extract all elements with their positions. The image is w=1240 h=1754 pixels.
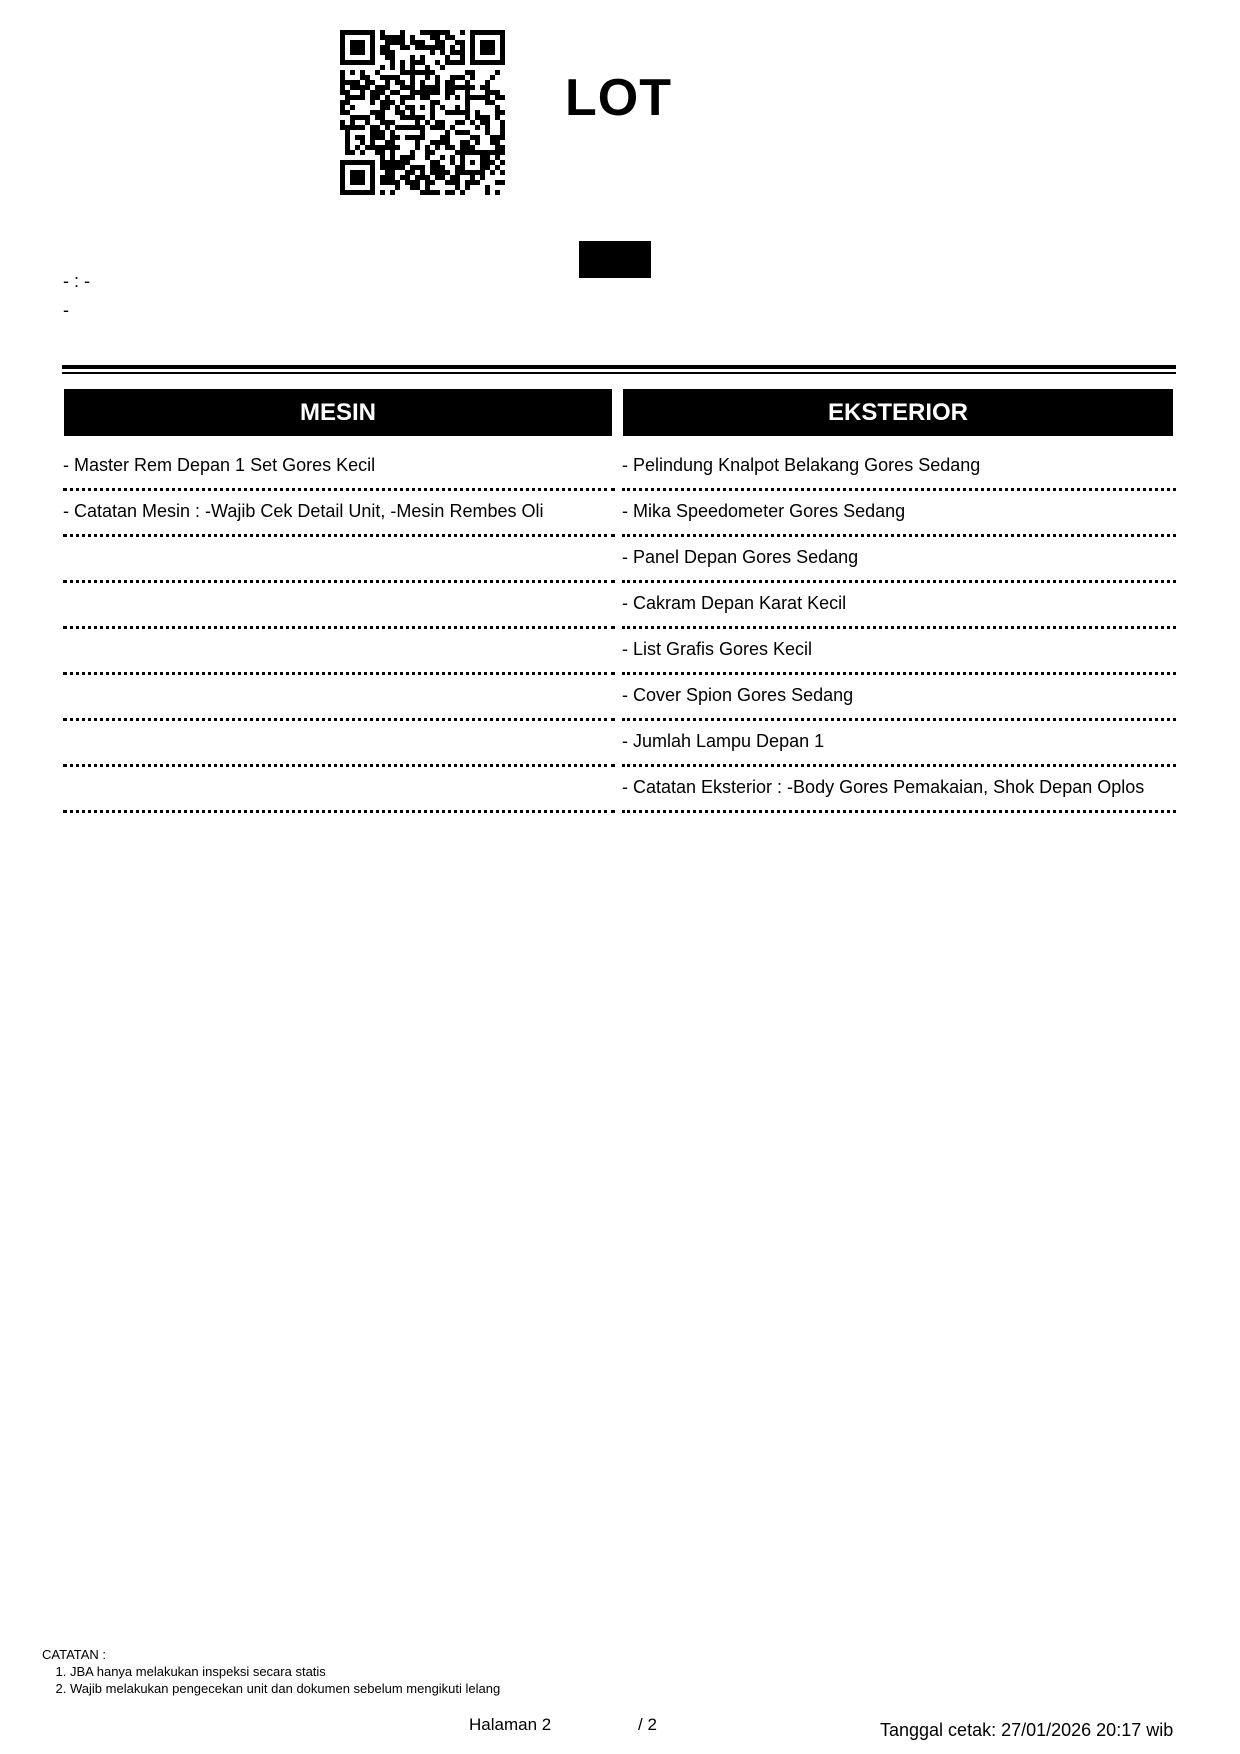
- mesin-row: [63, 767, 615, 813]
- meta-line: - : -: [63, 271, 90, 291]
- meta-line: -: [63, 300, 69, 320]
- mesin-row: - Catatan Mesin : -Wajib Cek Detail Unit, -Mesin Rembes Oli: [63, 491, 615, 537]
- mesin-heading: MESIN: [64, 389, 612, 436]
- mesin-row: [63, 629, 615, 675]
- mesin-section: [63, 389, 615, 813]
- note-item: 1. JBA hanya melakukan inspeksi secara statis: [70, 1663, 500, 1680]
- page-total: / 2: [638, 1715, 657, 1734]
- eksterior-row: - Mika Speedometer Gores Sedang: [622, 491, 1176, 537]
- mesin-row: - Master Rem Depan 1 Set Gores Kecil: [63, 445, 615, 491]
- eksterior-row: - Pelindung Knalpot Belakang Gores Sedang: [622, 445, 1176, 491]
- qr-code-icon: [340, 30, 505, 195]
- eksterior-row: - Catatan Eksterior : -Body Gores Pemakaian, Shok Depan Oplos: [622, 767, 1176, 813]
- mesin-row: [63, 675, 615, 721]
- note-item: 2. Wajib melakukan pengecekan unit dan dokumen sebelum mengikuti lelang: [70, 1680, 500, 1697]
- eksterior-row: - Cakram Depan Karat Kecil: [622, 583, 1176, 629]
- mesin-row: [63, 537, 615, 583]
- mesin-list: [63, 445, 615, 813]
- eksterior-row: - Cover Spion Gores Sedang: [622, 675, 1176, 721]
- lot-number-redacted: [579, 241, 651, 278]
- eksterior-section: [622, 389, 1176, 813]
- lot-title: LOT: [565, 69, 672, 127]
- divider: [62, 372, 1176, 374]
- eksterior-list: [622, 445, 1176, 813]
- eksterior-row: - List Grafis Gores Kecil: [622, 629, 1176, 675]
- notes-title: CATATAN :: [42, 1647, 107, 1662]
- print-date: Tanggal cetak: 27/01/2026 20:17 wib: [880, 1720, 1174, 1740]
- mesin-row: [63, 583, 615, 629]
- eksterior-row: - Panel Depan Gores Sedang: [622, 537, 1176, 583]
- page-number: Halaman 2: [469, 1715, 552, 1734]
- notes: [42, 1646, 500, 1697]
- notes-list: [70, 1663, 500, 1697]
- divider: [62, 365, 1176, 369]
- eksterior-row: - Jumlah Lampu Depan 1: [622, 721, 1176, 767]
- mesin-row: [63, 721, 615, 767]
- eksterior-heading: EKSTERIOR: [623, 389, 1173, 436]
